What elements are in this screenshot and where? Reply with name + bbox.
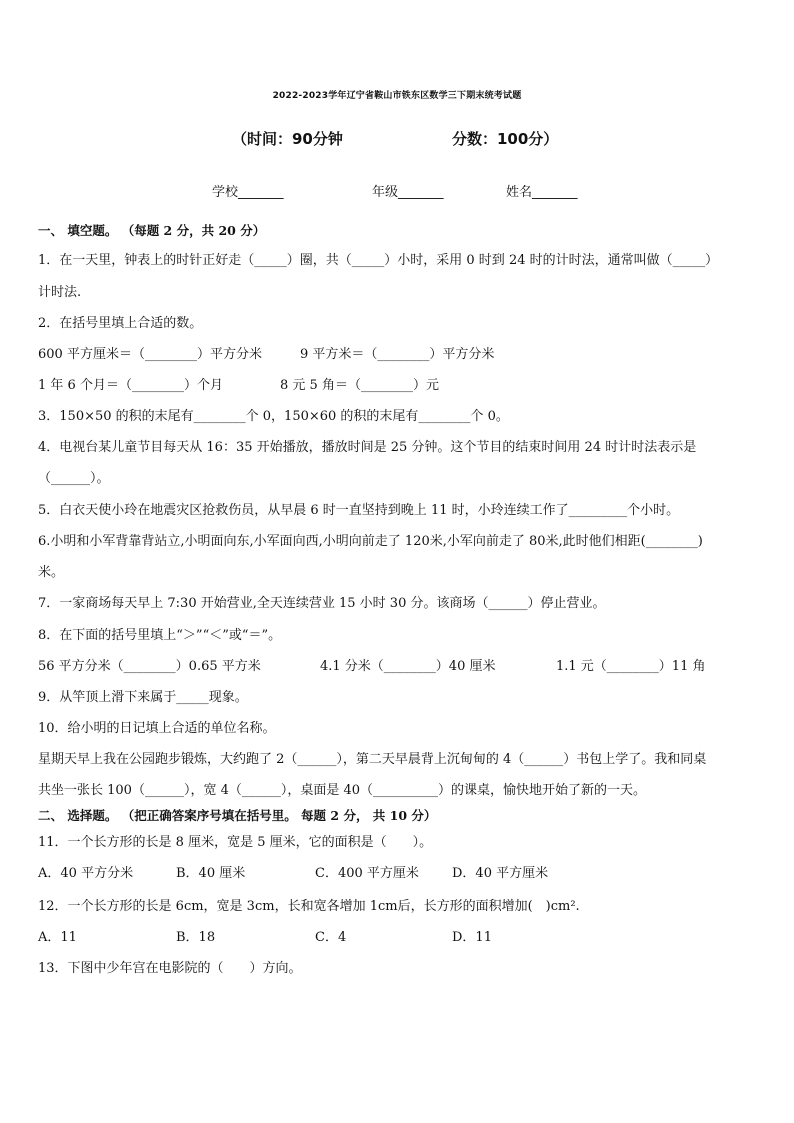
question-4: 4．电视台某儿童节目每天从 16：35 开始播放，播放时间是 25 分钟。这个节目的结束时间用 24 时计时法表示是 bbox=[38, 440, 697, 455]
section-heading-choice: 二、 选择题。 （把正确答案序号填在括号里。 每题 2 分， 共 10 分） bbox=[38, 808, 437, 823]
question-11-option: D．40 平方厘米 bbox=[452, 866, 549, 881]
question-10: 10．给小明的日记填上合适的单位名称。 bbox=[38, 721, 276, 736]
grade-field[interactable]: 年级_______ bbox=[372, 185, 444, 200]
question-6-cont: 米。 bbox=[38, 565, 65, 580]
question-10-text: 星期天早上我在公园跑步锻炼，大约跑了 2（______），第二天早晨背上沉甸甸的 4（______）书包上学了。我和同桌 bbox=[38, 752, 707, 767]
question-1-cont: 计时法. bbox=[38, 285, 82, 300]
question-8-item: 56 平方分米（________）0.65 平方米 bbox=[38, 659, 261, 674]
question-4-cont: （______）。 bbox=[38, 471, 110, 486]
question-5: 5．白衣天使小玲在地震灾区抢救伤员，从早晨 6 时一直坚持到晚上 11 时，小玲连续工作了_________个小时。 bbox=[38, 503, 680, 518]
question-2-item: 600 平方厘米＝（________）平方分米 bbox=[38, 347, 262, 362]
question-9: 9．从竿顶上滑下来属于_____现象。 bbox=[38, 690, 248, 705]
question-10-text: 共坐一张长 100（______），宽 4（______），桌面是 40（__________）的课桌，愉快地开始了新的一天。 bbox=[38, 783, 647, 798]
question-2-item: 8 元 5 角＝（________）元 bbox=[280, 378, 439, 393]
question-12-option: B．18 bbox=[176, 930, 216, 945]
section-heading-fill-blank: 一、 填空题。 （每题 2 分，共 20 分） bbox=[38, 223, 266, 238]
question-8: 8．在下面的括号里填上“＞”“＜”或“＝”。 bbox=[38, 628, 282, 643]
question-1: 1．在一天里，钟表上的时针正好走（_____）圈，共（_____）小时，采用 0 时到 24 时的计时法，通常叫做（_____） bbox=[38, 253, 719, 268]
question-7: 7．一家商场每天早上 7:30 开始营业,全天连续营业 15 小时 30 分。该商场（______）停止营业。 bbox=[38, 596, 606, 611]
question-6: 6.小明和小军背靠背站立,小明面向东,小军面向西,小明向前走了 120米,小军向前走了 80米,此时他们相距(________) bbox=[38, 534, 703, 549]
question-11-option: C．400 平方厘米 bbox=[315, 866, 419, 881]
question-11: 11．一个长方形的长是 8 厘米，宽是 5 厘米，它的面积是（ ）。 bbox=[38, 835, 433, 850]
question-2-item: 1 年 6 个月＝（________）个月 bbox=[38, 378, 223, 393]
question-12-option: A．11 bbox=[38, 930, 77, 945]
question-12-option: C．4 bbox=[315, 930, 347, 945]
name-field[interactable]: 姓名_______ bbox=[506, 185, 578, 200]
question-8-item: 1.1 元（________）11 角 bbox=[556, 659, 706, 674]
exam-time: （时间：90分钟 bbox=[232, 130, 343, 148]
question-11-option: B．40 厘米 bbox=[176, 866, 246, 881]
exam-score: 分数：100分） bbox=[452, 130, 559, 148]
question-11-option: A．40 平方分米 bbox=[38, 866, 134, 881]
question-13: 13．下图中少年宫在电影院的（ ）方向。 bbox=[38, 961, 302, 976]
question-2-item: 9 平方米＝（________）平方分米 bbox=[300, 347, 495, 362]
question-12-option: D．11 bbox=[452, 930, 492, 945]
page-title: 2022-2023学年辽宁省鞍山市铁东区数学三下期末统考试题 bbox=[272, 91, 522, 101]
question-8-item: 4.1 分米（________）40 厘米 bbox=[320, 659, 496, 674]
question-3: 3．150×50 的积的末尾有________个 0，150×60 的积的末尾有________个 0。 bbox=[38, 409, 509, 424]
school-field[interactable]: 学校_______ bbox=[212, 185, 284, 200]
question-2: 2．在括号里填上合适的数。 bbox=[38, 316, 203, 331]
question-12: 12．一个长方形的长是 6cm，宽是 3cm，长和宽各增加 1cm后，长方形的面积增加( )cm². bbox=[38, 899, 580, 914]
